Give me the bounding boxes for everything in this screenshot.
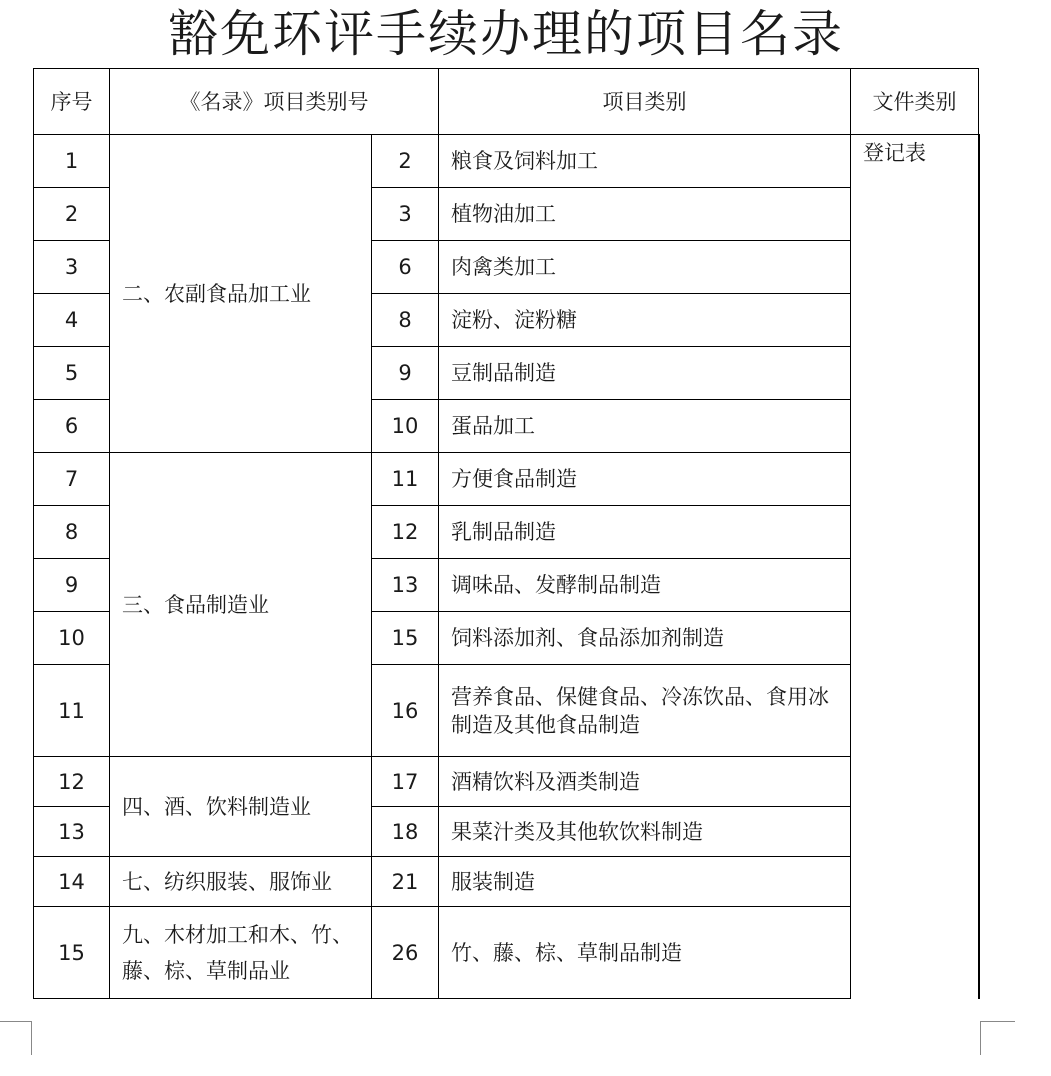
cell-doc-type: 登记表 — [851, 135, 979, 999]
cell-seq: 13 — [34, 807, 110, 857]
cell-category: 竹、藤、棕、草制品制造 — [439, 907, 851, 999]
cell-category: 肉禽类加工 — [439, 241, 851, 294]
cell-category: 服装制造 — [439, 857, 851, 907]
cell-section-name: 二、农副食品加工业 — [110, 135, 372, 453]
cell-catalog-no: 26 — [372, 907, 439, 999]
table-row — [34, 135, 979, 188]
cell-section-name: 七、纺织服装、服饰业 — [110, 857, 372, 907]
cell-catalog-no: 9 — [372, 347, 439, 400]
cell-catalog-no: 12 — [372, 506, 439, 559]
cell-catalog-no: 8 — [372, 294, 439, 347]
cell-catalog-no: 18 — [372, 807, 439, 857]
cell-section-name: 四、酒、饮料制造业 — [110, 757, 372, 857]
cell-seq: 2 — [34, 188, 110, 241]
cell-catalog-no: 10 — [372, 400, 439, 453]
cell-seq: 4 — [34, 294, 110, 347]
page-title: 豁免环评手续办理的项目名录 — [168, 5, 844, 63]
cell-category: 营养食品、保健食品、冷冻饮品、食用冰制造及其他食品制造 — [439, 665, 851, 757]
cell-category: 蛋品加工 — [439, 400, 851, 453]
cell-category: 调味品、发酵制品制造 — [439, 559, 851, 612]
cell-seq: 5 — [34, 347, 110, 400]
header-category: 项目类别 — [439, 69, 851, 135]
cell-seq: 3 — [34, 241, 110, 294]
page-corner-mark-right — [980, 1021, 1015, 1055]
cell-seq: 8 — [34, 506, 110, 559]
cell-category: 果菜汁类及其他软饮料制造 — [439, 807, 851, 857]
cell-catalog-no: 17 — [372, 757, 439, 807]
page-corner-mark-left — [0, 1021, 32, 1055]
cell-category: 饲料添加剂、食品添加剂制造 — [439, 612, 851, 665]
cell-catalog-no: 15 — [372, 612, 439, 665]
cell-catalog-no: 16 — [372, 665, 439, 757]
cell-seq: 10 — [34, 612, 110, 665]
cell-catalog-no: 6 — [372, 241, 439, 294]
header-catalog-no: 《名录》项目类别号 — [110, 69, 439, 135]
cell-section-name: 九、木材加工和木、竹、藤、棕、草制品业 — [110, 907, 372, 999]
project-table — [33, 68, 980, 999]
cell-seq: 6 — [34, 400, 110, 453]
cell-seq: 14 — [34, 857, 110, 907]
cell-category: 淀粉、淀粉糖 — [439, 294, 851, 347]
cell-seq: 11 — [34, 665, 110, 757]
cell-category: 酒精饮料及酒类制造 — [439, 757, 851, 807]
header-seq: 序号 — [34, 69, 110, 135]
cell-seq: 15 — [34, 907, 110, 999]
cell-seq: 9 — [34, 559, 110, 612]
cell-catalog-no: 13 — [372, 559, 439, 612]
cell-category: 乳制品制造 — [439, 506, 851, 559]
cell-seq: 7 — [34, 453, 110, 506]
cell-category: 豆制品制造 — [439, 347, 851, 400]
table-row — [34, 453, 979, 506]
cell-catalog-no: 2 — [372, 135, 439, 188]
cell-catalog-no: 11 — [372, 453, 439, 506]
cell-category: 粮食及饲料加工 — [439, 135, 851, 188]
cell-category: 植物油加工 — [439, 188, 851, 241]
table-row — [34, 757, 979, 807]
cell-seq: 1 — [34, 135, 110, 188]
cell-section-name: 三、食品制造业 — [110, 453, 372, 757]
table-row — [34, 857, 979, 907]
cell-catalog-no: 3 — [372, 188, 439, 241]
table-row — [34, 907, 979, 999]
cell-seq: 12 — [34, 757, 110, 807]
cell-category: 方便食品制造 — [439, 453, 851, 506]
table-header-row — [34, 69, 979, 135]
header-doc-type: 文件类别 — [851, 69, 979, 135]
cell-catalog-no: 21 — [372, 857, 439, 907]
